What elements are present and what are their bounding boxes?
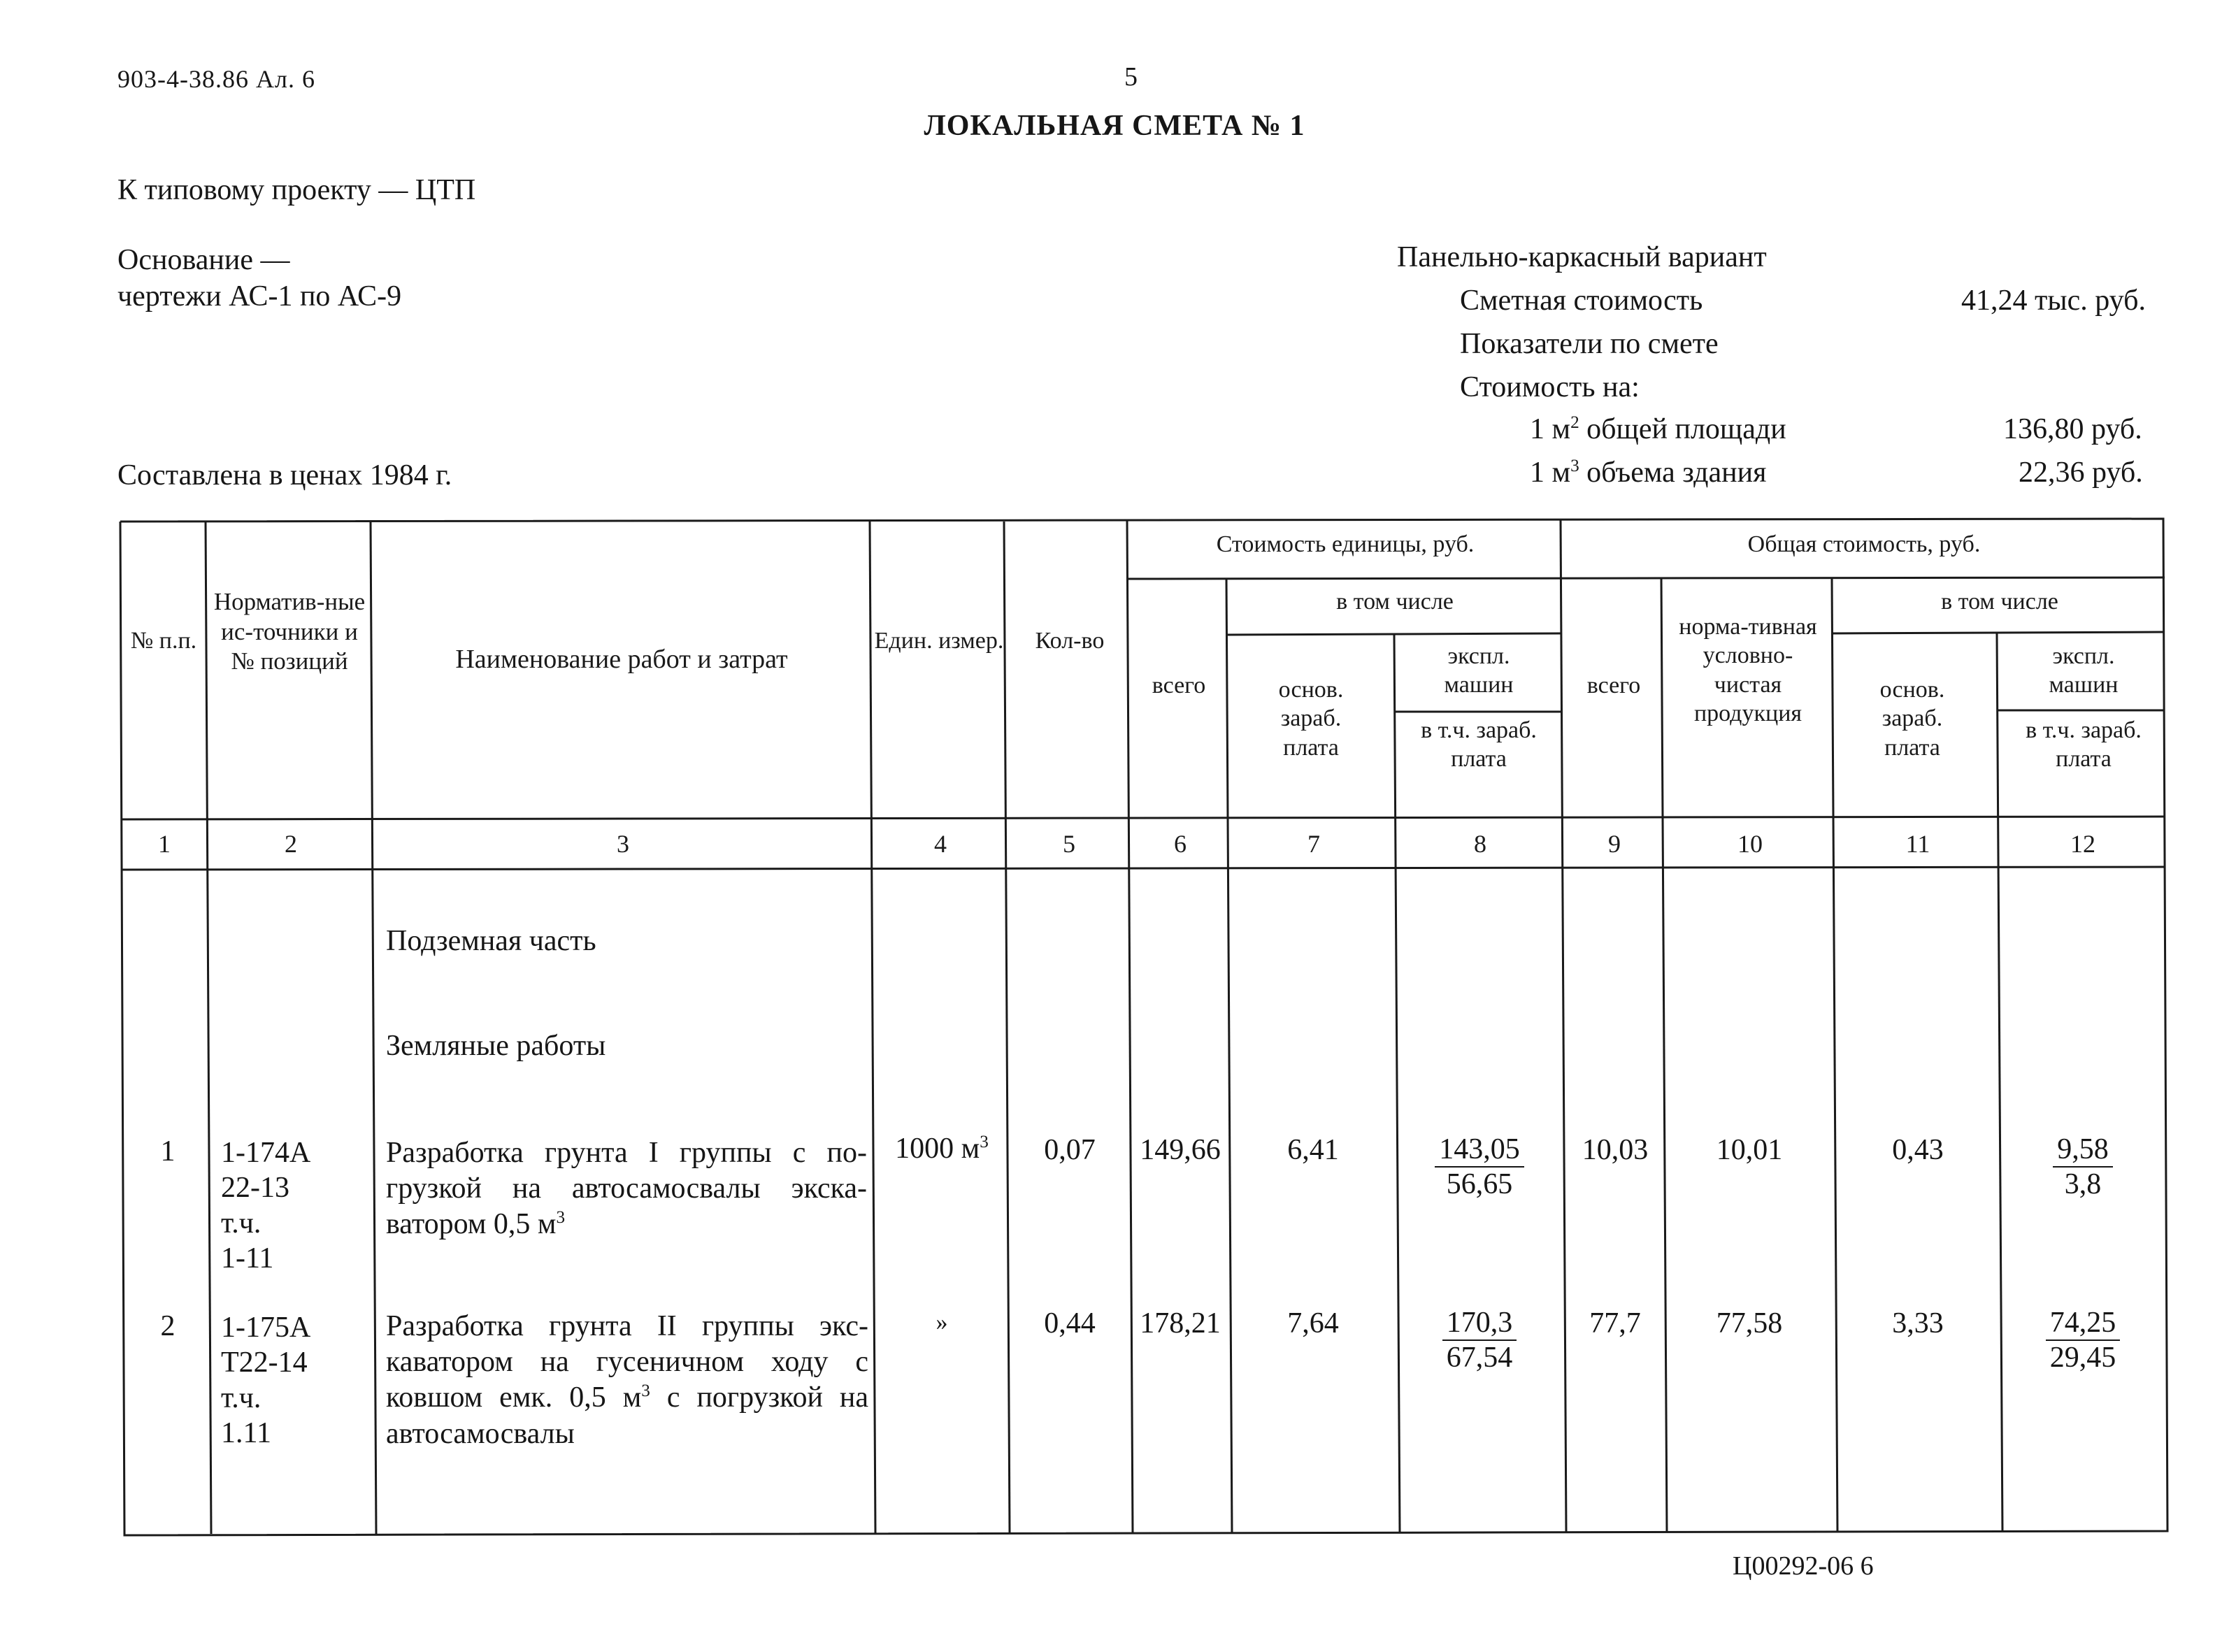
source-line: 22-13 — [221, 1172, 289, 1205]
table-row-2-total: 77,7 — [1589, 1307, 1641, 1339]
machine-value: 143,05 — [1435, 1133, 1524, 1168]
cost-per-label: Стоимость на: — [1460, 371, 1640, 403]
table-row-1-total-base-wage: 0,43 — [1892, 1134, 1944, 1166]
machine-value: 74,25 — [2046, 1306, 2121, 1341]
col-number: 10 — [1737, 830, 1763, 858]
table-row-2-unit: » — [936, 1309, 948, 1335]
table-row-2-unit-machine — [1398, 1306, 1561, 1375]
header-total: всего — [1586, 673, 1641, 698]
estimated-cost-label: Сметная стоимость — [1460, 285, 1703, 317]
source-line: т.ч. — [221, 1381, 261, 1414]
header-name: Наименование работ и затрат — [455, 645, 788, 674]
header-total-cost-group: Общая стоимость, руб. — [1747, 531, 1981, 557]
table-row-1-qty: 0,07 — [1044, 1134, 1096, 1166]
header-normative-product: норма-тивная условно-чистая продукция — [1679, 614, 1817, 727]
table-row-1-name — [386, 1135, 867, 1243]
table-row-2-normative: 77,58 — [1716, 1307, 1783, 1339]
source-line: т.ч. — [221, 1207, 261, 1240]
source-line: 1.11 — [221, 1417, 271, 1450]
per-volume-suffix: объема здания — [1579, 457, 1767, 489]
header-unit-machine: экспл. машин — [1444, 643, 1514, 698]
header-unit: Един. измер. — [874, 628, 1004, 654]
col-number: 4 — [934, 830, 947, 858]
page-number: 5 — [1124, 62, 1138, 92]
header-unit-machine-wage: в т.ч. зараб. плата — [1421, 717, 1537, 773]
header-qty: Кол-во — [1035, 628, 1105, 654]
table-row-1-total-machine — [2001, 1133, 2165, 1202]
source-line: Т22-14 — [221, 1346, 308, 1379]
source-line: 1-11 — [221, 1242, 274, 1275]
machine-wage-value: 3,8 — [2064, 1168, 2102, 1201]
estimated-cost-value: 41,24 тыс. руб. — [1961, 285, 2146, 317]
header-total-machine: экспл. машин — [2049, 643, 2119, 698]
table-row-1-unit-base-wage: 6,41 — [1287, 1134, 1339, 1166]
header-sources: Норматив-ные ис-точники и № позиций — [213, 588, 366, 675]
table-row-1-unit — [875, 1131, 1008, 1166]
table-row-1-source — [221, 1135, 368, 1277]
project-line: К типовому проекту — ЦТП — [117, 174, 476, 206]
table-row-2-source — [221, 1310, 368, 1451]
table-row-1-num: 1 — [160, 1135, 175, 1168]
basis-value: чертежи АС-1 по АС-9 — [117, 280, 402, 313]
header-unit-incl: в том числе — [1336, 589, 1454, 615]
per-volume-sup: 3 — [1570, 457, 1579, 475]
footer-code: Ц00292-06 6 — [1733, 1551, 1874, 1581]
source-line: 1-175А — [221, 1312, 311, 1344]
header-unit-base-wage: основ. зараб. плата — [1278, 677, 1344, 761]
table-row-2-total-base-wage: 3,33 — [1892, 1307, 1944, 1339]
col-number: 8 — [1474, 830, 1486, 858]
document-code: 903-4-38.86 Ал. 6 — [117, 65, 315, 93]
prices-line: Составлена в ценах 1984 г. — [117, 459, 452, 491]
variant-label: Панельно-каркасный вариант — [1397, 241, 1767, 273]
header-total-base-wage: основ. зараб. плата — [1879, 677, 1945, 761]
machine-wage-value: 67,54 — [1446, 1342, 1513, 1374]
section-earthworks: Земляные работы — [386, 1030, 606, 1062]
source-line: 1-174А — [221, 1137, 311, 1169]
basis-label: Основание — — [117, 244, 290, 276]
table-row-1-normative: 10,01 — [1716, 1134, 1783, 1166]
per-volume-prefix: 1 м — [1530, 457, 1571, 489]
col-number: 3 — [617, 830, 629, 858]
machine-value: 170,3 — [1442, 1306, 1517, 1341]
header-num: № п.п. — [130, 628, 197, 654]
section-underground: Подземная часть — [386, 925, 596, 957]
work-name-text: Разработка грунта I группы с по-грузкой на автосамосвалы экска-ватором 0,5 м — [386, 1137, 867, 1241]
work-name-sup: 3 — [556, 1208, 566, 1228]
document-title: ЛОКАЛЬНАЯ СМЕТА № 1 — [924, 110, 1305, 142]
table-row-2-total-machine — [2001, 1306, 2165, 1375]
machine-value: 9,58 — [2053, 1133, 2113, 1168]
col-number: 1 — [158, 830, 171, 858]
table-row-2-name — [386, 1309, 868, 1452]
table-row-1-unit-total: 149,66 — [1140, 1134, 1221, 1166]
table-row-1-total: 10,03 — [1582, 1134, 1649, 1166]
header-total-incl: в том числе — [1941, 589, 2058, 615]
machine-wage-value: 29,45 — [2049, 1342, 2116, 1374]
unit-sup: 3 — [980, 1133, 989, 1151]
table-row-2-qty: 0,44 — [1044, 1307, 1096, 1339]
col-number: 2 — [285, 830, 297, 858]
col-number: 6 — [1174, 830, 1187, 858]
header-unit-total: всего — [1152, 673, 1206, 698]
table-row-2-unit-total: 178,21 — [1140, 1307, 1221, 1339]
machine-wage-value: 56,65 — [1446, 1168, 1513, 1201]
per-area-sup: 2 — [1570, 413, 1579, 432]
header-total-machine-wage: в т.ч. зараб. плата — [2026, 717, 2142, 773]
per-area-prefix: 1 м — [1530, 413, 1571, 445]
col-number: 9 — [1608, 830, 1621, 858]
per-area-value: 136,80 руб. — [2003, 413, 2142, 445]
per-volume-value: 22,36 руб. — [2019, 457, 2143, 489]
work-name-sup: 3 — [641, 1381, 650, 1401]
per-area-suffix: общей площади — [1579, 413, 1786, 445]
col-number: 7 — [1307, 830, 1320, 858]
table-row-1-unit-machine — [1398, 1133, 1561, 1202]
col-number: 5 — [1063, 830, 1075, 858]
work-name-text: Разработка грунта II группы экс-каватором на гусеничном ходу с ковшом емк. 0,5 м — [386, 1310, 868, 1414]
table-row-2-num: 2 — [160, 1310, 175, 1342]
work-name-text-2: с погрузкой на автосамосвалы — [386, 1381, 868, 1450]
col-number: 11 — [1905, 830, 1930, 858]
unit-text: 1000 м — [895, 1133, 980, 1165]
header-unit-cost-group: Стоимость единицы, руб. — [1216, 531, 1475, 557]
col-number: 12 — [2070, 830, 2095, 858]
indicators-label: Показатели по смете — [1460, 328, 1719, 360]
table-row-2-unit-base-wage: 7,64 — [1287, 1307, 1339, 1339]
